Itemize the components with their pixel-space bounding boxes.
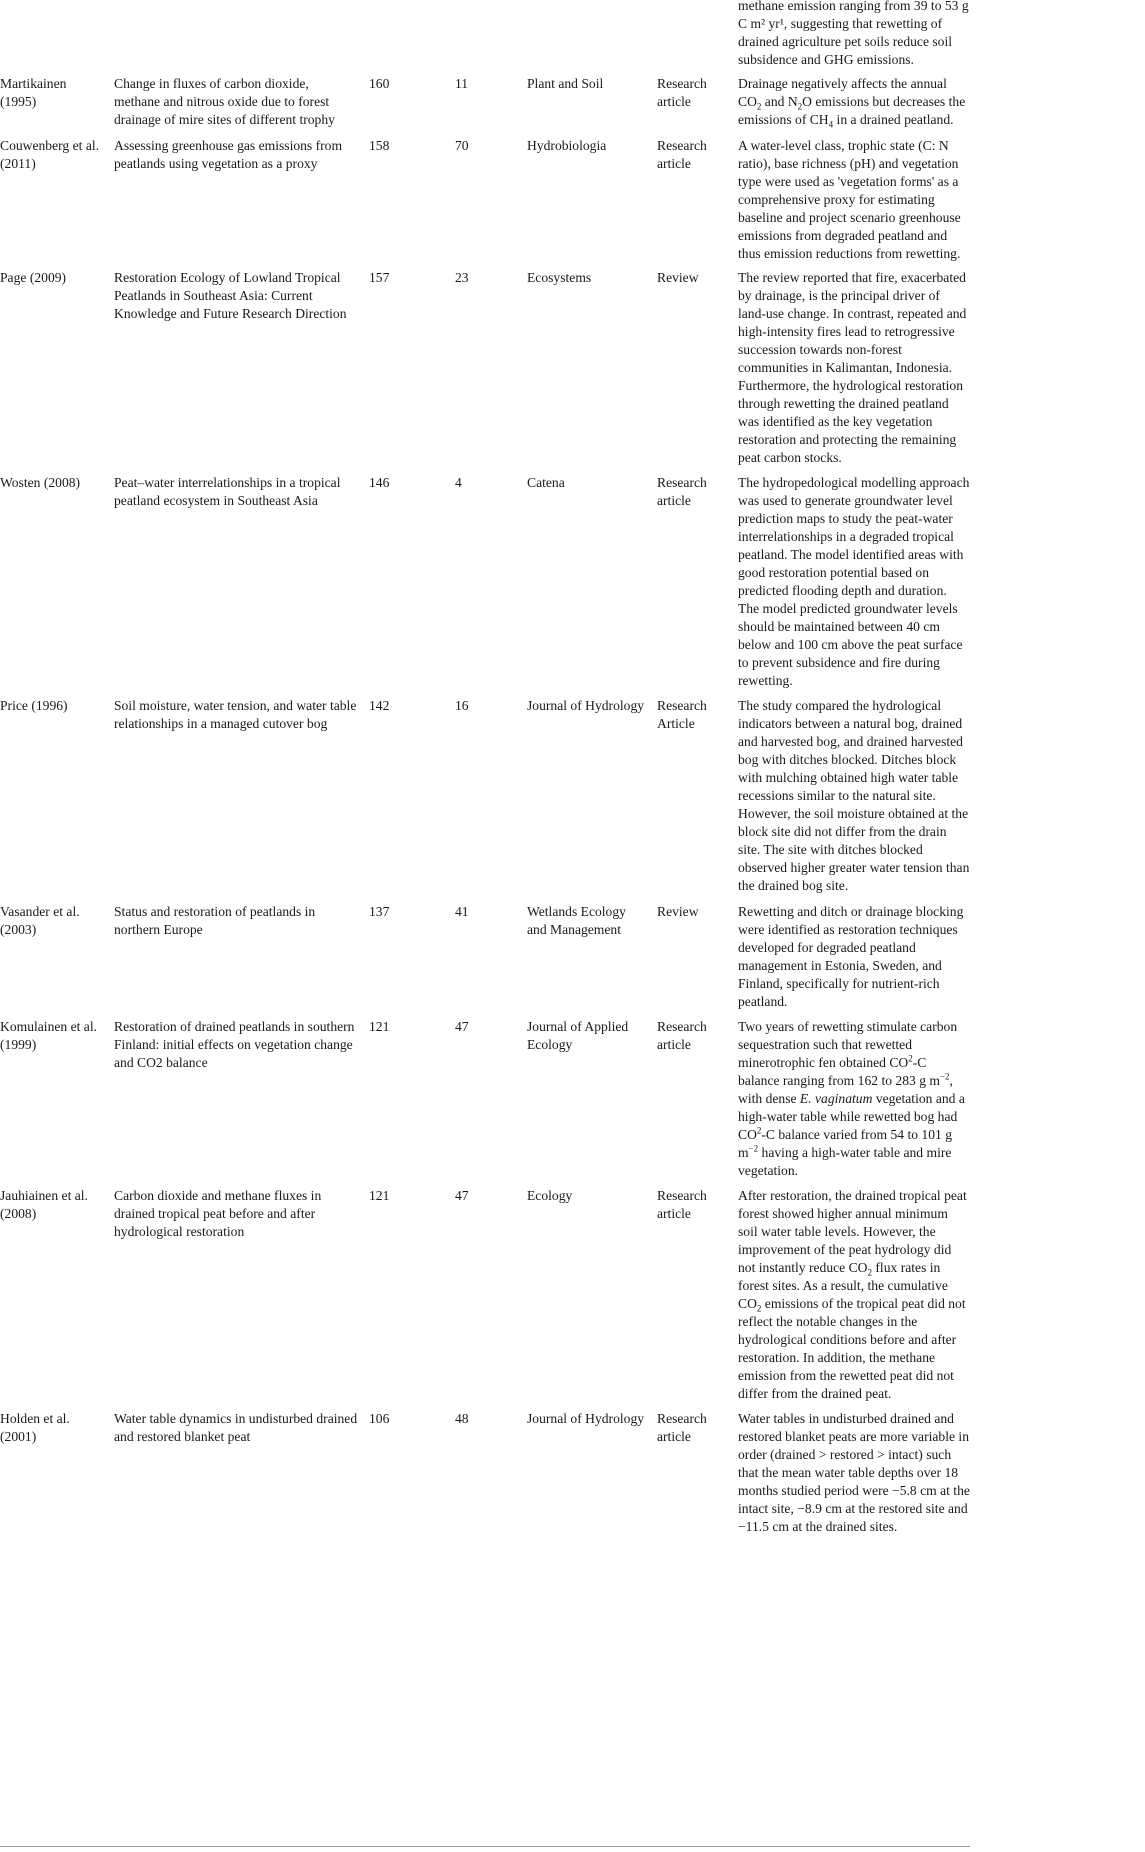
type-cell: Research Article: [657, 698, 707, 731]
title-cell: Restoration of drained peatlands in southern Finland: initial effects on vegetation change and CO2 balance: [114, 1019, 355, 1070]
key-finding: The hydropedological modelling approach was used to generate groundwater level prediction maps to study the peat-water interrelationships in a degraded tropical peatland. The model identified areas with good restoration potential based on predicted flooding depth and duration. The model predicted groundwater levels should be maintained between 40 cm below and 100 cm above the peat surface to prevent subsidence and fire during rewetting.: [738, 475, 970, 688]
author-cell: Couwenberg et al. (2011): [0, 138, 100, 171]
citations-cell: 157: [369, 270, 390, 285]
citations-cell: 142: [369, 698, 390, 713]
journal-cell: Wetlands Ecology and Management: [527, 904, 626, 937]
table-bottom-rule: [0, 1846, 970, 1847]
journal-cell: Hydrobiologia: [527, 138, 607, 153]
author-cell: Wosten (2008): [0, 475, 81, 490]
journal-cell: Catena: [527, 475, 565, 490]
type-cell: Research article: [657, 1188, 707, 1221]
journal-cell: Plant and Soil: [527, 76, 604, 91]
title-cell: Soil moisture, water tension, and water table relationships in a managed cutover bog: [114, 698, 357, 731]
title-cell: Restoration Ecology of Lowland Tropical Peatlands in Southeast Asia: Current Knowledge and Future Research Direction: [114, 270, 347, 321]
journal-cell: Ecology: [527, 1188, 573, 1203]
impact-cell: 16: [455, 698, 469, 713]
key-finding: The study compared the hydrological indicators between a natural bog, drained and harvested bog, and drained harvested bog with ditches blocked. Ditches block with mulching obtained high water table recessions similar to the natural site. However, the soil moisture obtained at the block site did not differ from the drain site. The site with ditches blocked observed higher greater water tension than the drained bog site.: [738, 698, 970, 893]
type-cell: Research article: [657, 475, 707, 508]
impact-cell: 47: [455, 1188, 469, 1203]
journal-cell: Journal of Applied Ecology: [527, 1019, 629, 1052]
author-cell: Price (1996): [0, 698, 68, 713]
type-cell: Review: [657, 270, 699, 285]
journal-cell: Journal of Hydrology: [527, 1411, 645, 1426]
author-cell: Martikainen (1995): [0, 76, 67, 109]
journal-cell: Ecosystems: [527, 270, 592, 285]
impact-cell: 47: [455, 1019, 469, 1034]
key-finding: Two years of rewetting stimulate carbon sequestration such that rewetted minerotrophic fen obtained $CO^2-C$ balance ranging from 162 to 283 g $m^{-2}$, with dense E. vaginatum vegetation and a high-water table while rewetted bog had $CO^2-C$ balance varied from 54 to 101 g $m^{-2}$ having a high-water table and mire vegetation.: [738, 1019, 965, 1178]
type-cell: Research article: [657, 1411, 707, 1444]
impact-cell: 41: [455, 904, 469, 919]
impact-cell: 48: [455, 1411, 469, 1426]
title-cell: Change in fluxes of carbon dioxide, methane and nitrous oxide due to forest drainage of mire sites of different trophy: [114, 76, 335, 127]
title-cell: Water table dynamics in undisturbed drained and restored blanket peat: [114, 1411, 358, 1444]
type-cell: Review: [657, 904, 699, 919]
key-finding: Water tables in undisturbed drained and restored blanket peats are more variable in order (drained > restored > intact) such that the mean water table depths over 18 months studied period were −5.8 cm at the intact site, −8.9 cm at the restored site and −11.5 cm at the drained sites.: [738, 1411, 970, 1534]
key-finding: Rewetting and ditch or drainage blocking were identified as restoration techniques developed for degraded peatland management in Estonia, Sweden, and Finland, specifically for nutrient-rich peatland.: [738, 904, 964, 1009]
author-cell: Page (2009): [0, 270, 67, 285]
key-finding: After restoration, the drained tropical peat forest showed higher annual minimum soil water table levels. However, the improvement of the peat hydrology did not instantly reduce $CO_2$ flux rates in forest sites. As a result, the cumulative $CO_2$ emissions of the tropical peat did not reflect the notable changes in the hydrological conditions before and after restoration. In addition, the methane emission from the rewetted peat did not differ from the drained peat.: [738, 1188, 967, 1401]
citations-cell: 158: [369, 138, 390, 153]
citations-cell: 121: [369, 1019, 390, 1034]
citations-cell: 146: [369, 475, 390, 490]
citations-cell: 121: [369, 1188, 390, 1203]
key-finding: Drainage negatively affects the annual $CO_2$ and $N_2O$ emissions but decreases the emissions of $CH_4$ in a drained peatland.: [738, 76, 966, 130]
type-cell: Research article: [657, 138, 707, 171]
title-cell: Peat–water interrelationships in a tropical peatland ecosystem in Southeast Asia: [114, 475, 341, 508]
type-cell: Research article: [657, 1019, 707, 1052]
citations-cell: 160: [369, 76, 390, 91]
author-cell: Vasander et al. (2003): [0, 904, 80, 937]
citations-cell: 106: [369, 1411, 390, 1426]
title-cell: Assessing greenhouse gas emissions from peatlands using vegetation as a proxy: [114, 138, 343, 171]
type-cell: Research article: [657, 76, 707, 109]
impact-cell: 70: [455, 138, 469, 153]
impact-cell: 4: [455, 475, 462, 490]
title-cell: Status and restoration of peatlands in northern Europe: [114, 904, 316, 937]
impact-cell: 11: [455, 76, 469, 91]
key-finding: A water-level class, trophic state (C: N ratio), base richness (pH) and vegetation type were used as 'vegetation forms' as a comprehensive proxy for estimating baseline and project scenario greenhouse emissions from degraded peatland and thus emission reductions from rewetting.: [738, 138, 961, 261]
title-cell: Carbon dioxide and methane fluxes in drained tropical peat before and after hydrological restoration: [114, 1188, 322, 1239]
key-finding: methane emission ranging from 39 to 53 g C m² yr¹, suggesting that rewetting of drained agriculture pet soils reduce soil subsidence and GHG emissions.: [738, 0, 969, 67]
citations-cell: 137: [369, 904, 390, 919]
author-cell: Jauhiainen et al. (2008): [0, 1188, 88, 1221]
journal-cell: Journal of Hydrology: [527, 698, 645, 713]
author-cell: Holden et al. (2001): [0, 1411, 70, 1444]
author-cell: Komulainen et al. (1999): [0, 1019, 98, 1052]
key-finding: The review reported that fire, exacerbated by drainage, is the principal driver of land-use change. In contrast, repeated and high-intensity fires lead to retrogressive succession towards non-forest communities in Kalimantan, Indonesia. Furthermore, the hydrological restoration through rewetting the drained peatland was identified as the key vegetation restoration and protecting the remaining peat carbon stocks.: [738, 270, 967, 465]
impact-cell: 23: [455, 270, 469, 285]
